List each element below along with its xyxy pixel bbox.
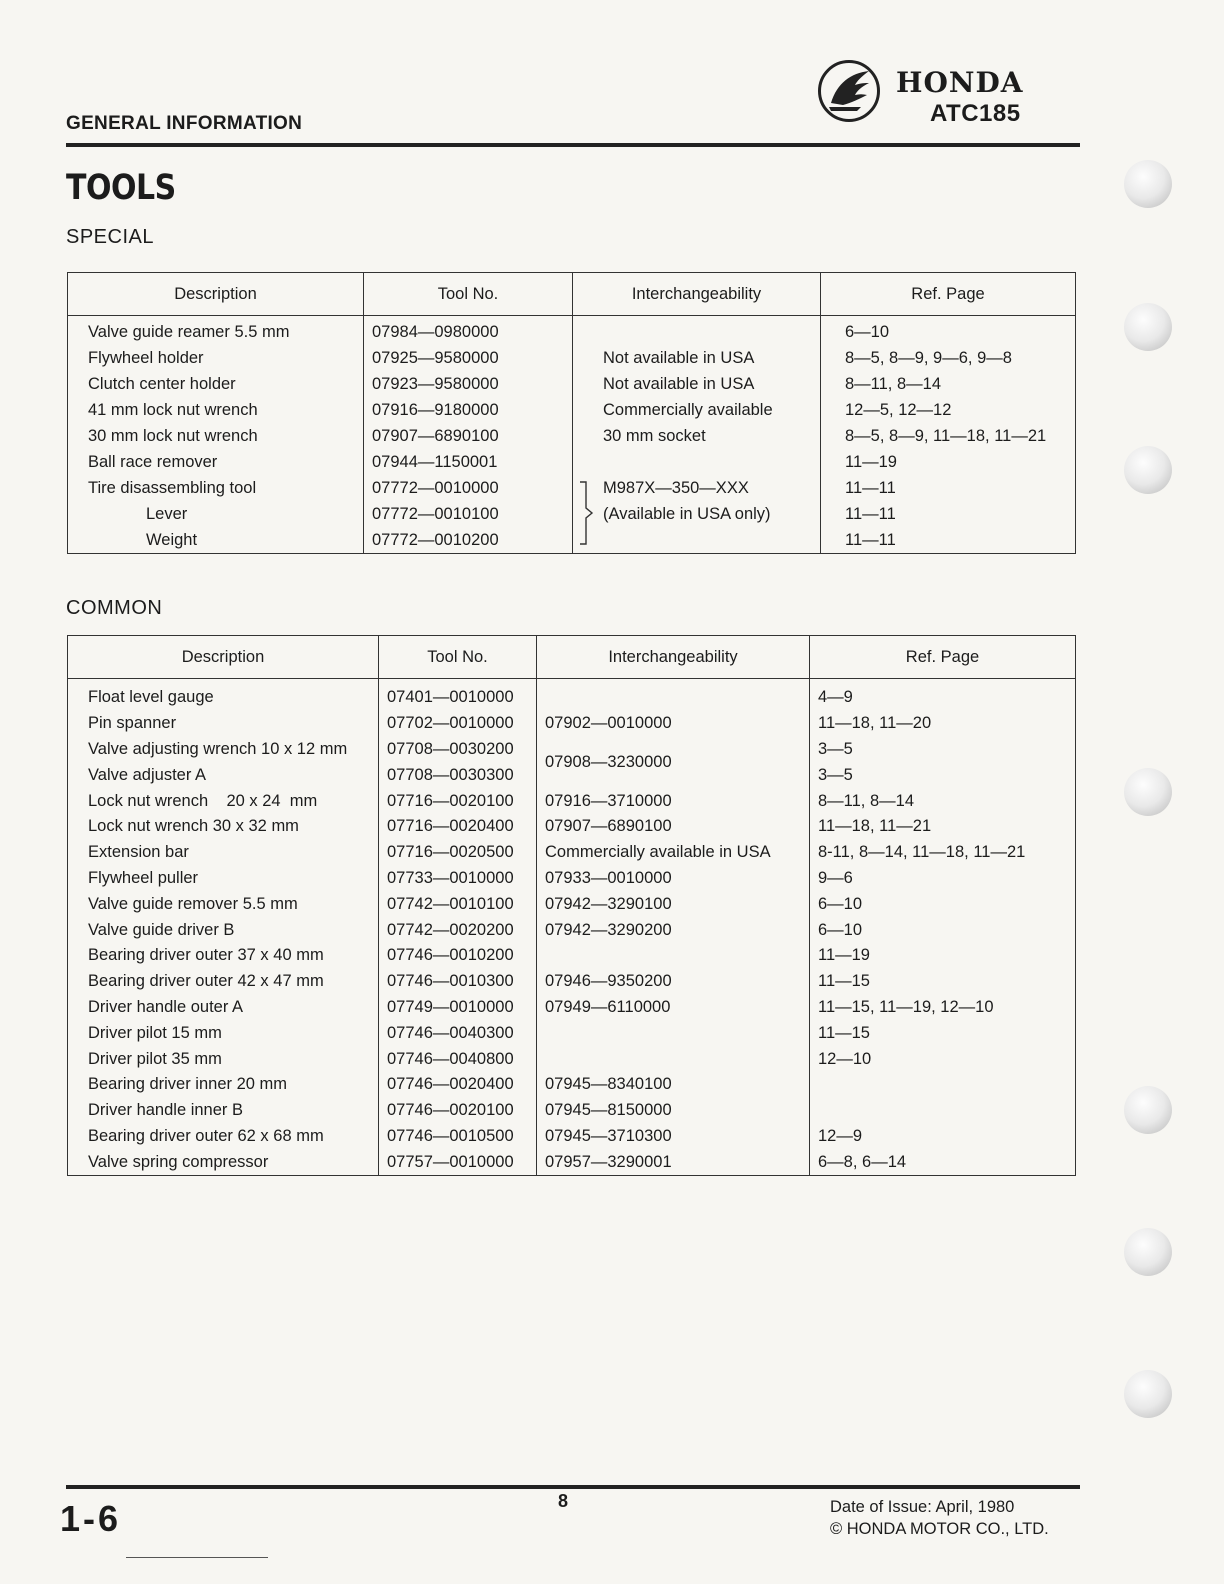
table-row [68,316,1076,346]
col-header-ref-page: Ref. Page [810,636,1076,679]
cell-ref-page: 8—11, 8—14 [821,372,1076,398]
cell-tool-no: 07708—0030200 [379,737,537,763]
cell-ref-page: 11—11 [821,475,1076,501]
table-row [68,788,1076,814]
cell-tool-no: 07749—0010000 [379,995,537,1021]
cell-tool-no: 07746—0010500 [379,1124,537,1150]
cell-interchangeability [537,1046,810,1072]
cell-tool-no: 07746—0020100 [379,1098,537,1124]
cell-tool-no: 07772—0010200 [364,527,573,553]
cell-ref-page: 4—9 [810,679,1076,711]
cell-tool-no: 07716—0020500 [379,840,537,866]
cell-tool-no: 07746—0040800 [379,1046,537,1072]
cell-interchangeability: Not available in USA [573,372,821,398]
table-row [68,527,1076,553]
cell-tool-no: 07923—9580000 [364,372,573,398]
cell-ref-page: 6—10 [810,891,1076,917]
header-rule [66,143,1080,147]
cell-description: Extension bar [68,840,379,866]
table-row [68,711,1076,737]
cell-tool-no: 07925—9580000 [364,346,573,372]
cell-interchangeability: 07949—6110000 [537,995,810,1021]
cell-description: Driver pilot 35 mm [68,1046,379,1072]
table-row [68,501,1076,527]
cell-interchangeability: M987X—350—XXX [573,475,821,501]
cell-interchangeability [537,943,810,969]
cell-tool-no: 07733—0010000 [379,866,537,892]
table-header-row [68,273,1076,316]
cell-ref-page [810,1072,1076,1098]
cell-ref-page: 11—18, 11—21 [810,814,1076,840]
cell-tool-no: 07757—0010000 [379,1149,537,1175]
cell-ref-page: 12—9 [810,1124,1076,1150]
table-row [68,679,1076,711]
table-row [68,943,1076,969]
cell-tool-no: 07746—0010200 [379,943,537,969]
table-row [68,1046,1076,1072]
cell-description: Flywheel puller [68,866,379,892]
punch-hole [1124,160,1172,208]
cell-interchangeability: 07946—9350200 [537,969,810,995]
table-row [68,814,1076,840]
cell-tool-no: 07742—0010100 [379,891,537,917]
cell-ref-page: 11—15 [810,969,1076,995]
cell-interchangeability: 07916—3710000 [537,788,810,814]
cell-interchangeability: 07945—8150000 [537,1098,810,1124]
cell-interchangeability [537,1020,810,1046]
cell-description: Lock nut wrench 20 x 24 mm [68,788,379,814]
table-row [68,866,1076,892]
cell-description: Valve adjusting wrench 10 x 12 mm [68,737,379,763]
col-header-interchangeability: Interchangeability [573,273,821,316]
cell-description: Bearing driver outer 62 x 68 mm [68,1124,379,1150]
page-title: TOOLS [66,168,176,209]
cell-ref-page: 8—11, 8—14 [810,788,1076,814]
punch-hole [1124,303,1172,351]
cell-ref-page: 11—19 [810,943,1076,969]
cell-ref-page: 3—5 [810,762,1076,788]
cell-ref-page: 8—5, 8—9, 9—6, 9—8 [821,346,1076,372]
table-row [68,1149,1076,1175]
punch-hole [1124,446,1172,494]
common-tools-table [67,635,1076,1176]
cell-tool-no: 07746—0010300 [379,969,537,995]
footer-rule [66,1485,1080,1489]
cell-description: Bearing driver outer 42 x 47 mm [68,969,379,995]
table-row [68,424,1076,450]
cell-description: Tire disassembling tool [68,475,364,501]
cell-description: Valve guide driver B [68,917,379,943]
cell-tool-no: 07716—0020400 [379,814,537,840]
cell-tool-no: 07944—1150001 [364,449,573,475]
cell-description: Driver handle outer A [68,995,379,1021]
cell-interchangeability: 07933—0010000 [537,866,810,892]
cell-ref-page: 11—11 [821,527,1076,553]
cell-description: Valve adjuster A [68,762,379,788]
table-row [68,1072,1076,1098]
cell-description: Lock nut wrench 30 x 32 mm [68,814,379,840]
honda-brand-block [818,60,1080,132]
cell-interchangeability: 07945—8340100 [537,1072,810,1098]
issue-date: Date of Issue: April, 1980 [830,1498,1015,1516]
table-row [68,449,1076,475]
page-label: 1-6 [60,1498,122,1539]
cell-ref-page: 6—8, 6—14 [810,1149,1076,1175]
cell-ref-page: 11—18, 11—20 [810,711,1076,737]
cell-ref-page: 3—5 [810,737,1076,763]
cell-description: Float level gauge [68,679,379,711]
cell-description: Driver pilot 15 mm [68,1020,379,1046]
copyright: © HONDA MOTOR CO., LTD. [830,1520,1049,1538]
cell-description: Bearing driver outer 37 x 40 mm [68,943,379,969]
punch-hole [1124,768,1172,816]
cell-interchangeability: 07945—3710300 [537,1124,810,1150]
cell-ref-page: 11—15, 11—19, 12—10 [810,995,1076,1021]
cell-ref-page: 11—19 [821,449,1076,475]
col-header-description: Description [68,636,379,679]
special-heading: SPECIAL [66,226,154,248]
brace-icon [574,478,598,548]
cell-interchangeability: 30 mm socket [573,424,821,450]
sheet-number: 8 [558,1491,569,1511]
cell-description: Flywheel holder [68,346,364,372]
brand-name: HONDA [896,66,1024,99]
cell-tool-no: 07772—0010100 [364,501,573,527]
cell-interchangeability: 07942—3290100 [537,891,810,917]
cell-interchangeability: 07957—3290001 [537,1149,810,1175]
cell-interchangeability: (Available in USA only) [573,501,821,527]
cell-interchangeability [573,449,821,475]
cell-description: Bearing driver inner 20 mm [68,1072,379,1098]
table-row [68,891,1076,917]
table-header-row [68,636,1076,679]
cell-interchangeability: Commercially available in USA [537,840,810,866]
cell-ref-page: 6—10 [810,917,1076,943]
cell-tool-no: 07746—0040300 [379,1020,537,1046]
section-label: GENERAL INFORMATION [66,113,303,134]
cell-interchangeability: 07902—0010000 [537,711,810,737]
cell-tool-no: 07916—9180000 [364,398,573,424]
cell-tool-no: 07772—0010000 [364,475,573,501]
cell-description: Clutch center holder [68,372,364,398]
model-name: ATC185 [930,100,1021,127]
punch-hole [1124,1370,1172,1418]
cell-tool-no: 07716—0020100 [379,788,537,814]
cell-tool-no: 07742—0020200 [379,917,537,943]
cell-tool-no: 07907—6890100 [364,424,573,450]
cell-description: Ball race remover [68,449,364,475]
cell-description: 41 mm lock nut wrench [68,398,364,424]
table-row [68,917,1076,943]
table-row [68,475,1076,501]
table-row [68,1020,1076,1046]
cell-tool-no: 07746—0020400 [379,1072,537,1098]
cell-ref-page: 8—5, 8—9, 11—18, 11—21 [821,424,1076,450]
cell-description: Lever [68,501,364,527]
cell-interchangeability: Commercially available [573,398,821,424]
table-row [68,1098,1076,1124]
cell-interchangeability [537,679,810,711]
punch-hole [1124,1228,1172,1276]
cell-description: 30 mm lock nut wrench [68,424,364,450]
cell-ref-page: 12—10 [810,1046,1076,1072]
cell-ref-page: 6—10 [821,316,1076,346]
cell-description: Valve guide remover 5.5 mm [68,891,379,917]
cell-interchangeability: 07908—3230000 [537,737,810,789]
cell-interchangeability [573,527,821,553]
table-row [68,372,1076,398]
table-row [68,737,1076,763]
special-tools-table [67,272,1076,554]
cell-tool-no: 07702—0010000 [379,711,537,737]
table-row [68,346,1076,372]
cell-description: Valve spring compressor [68,1149,379,1175]
cell-interchangeability: Not available in USA [573,346,821,372]
col-header-ref-page: Ref. Page [821,273,1076,316]
footer-underline [126,1557,268,1558]
common-heading: COMMON [66,597,163,619]
cell-tool-no: 07708—0030300 [379,762,537,788]
cell-ref-page: 8-11, 8—14, 11—18, 11—21 [810,840,1076,866]
col-header-description: Description [68,273,364,316]
cell-description: Pin spanner [68,711,379,737]
cell-interchangeability: 07942—3290200 [537,917,810,943]
table-row [68,969,1076,995]
cell-tool-no: 07401—0010000 [379,679,537,711]
cell-ref-page: 11—15 [810,1020,1076,1046]
cell-ref-page: 9—6 [810,866,1076,892]
issue-info [830,1496,1049,1540]
table-row [68,1124,1076,1150]
cell-tool-no: 07984—0980000 [364,316,573,346]
cell-description: Valve guide reamer 5.5 mm [68,316,364,346]
cell-interchangeability: 07907—6890100 [537,814,810,840]
cell-ref-page [810,1098,1076,1124]
cell-description: Weight [68,527,364,553]
punch-hole [1124,1086,1172,1134]
cell-interchangeability [573,316,821,346]
cell-description: Driver handle inner B [68,1098,379,1124]
table-row [68,398,1076,424]
table-row [68,995,1076,1021]
col-header-interchangeability: Interchangeability [537,636,810,679]
cell-ref-page: 11—11 [821,501,1076,527]
col-header-tool-no: Tool No. [364,273,573,316]
cell-ref-page: 12—5, 12—12 [821,398,1076,424]
table-row [68,840,1076,866]
honda-wing-logo-icon [818,60,880,122]
col-header-tool-no: Tool No. [379,636,537,679]
